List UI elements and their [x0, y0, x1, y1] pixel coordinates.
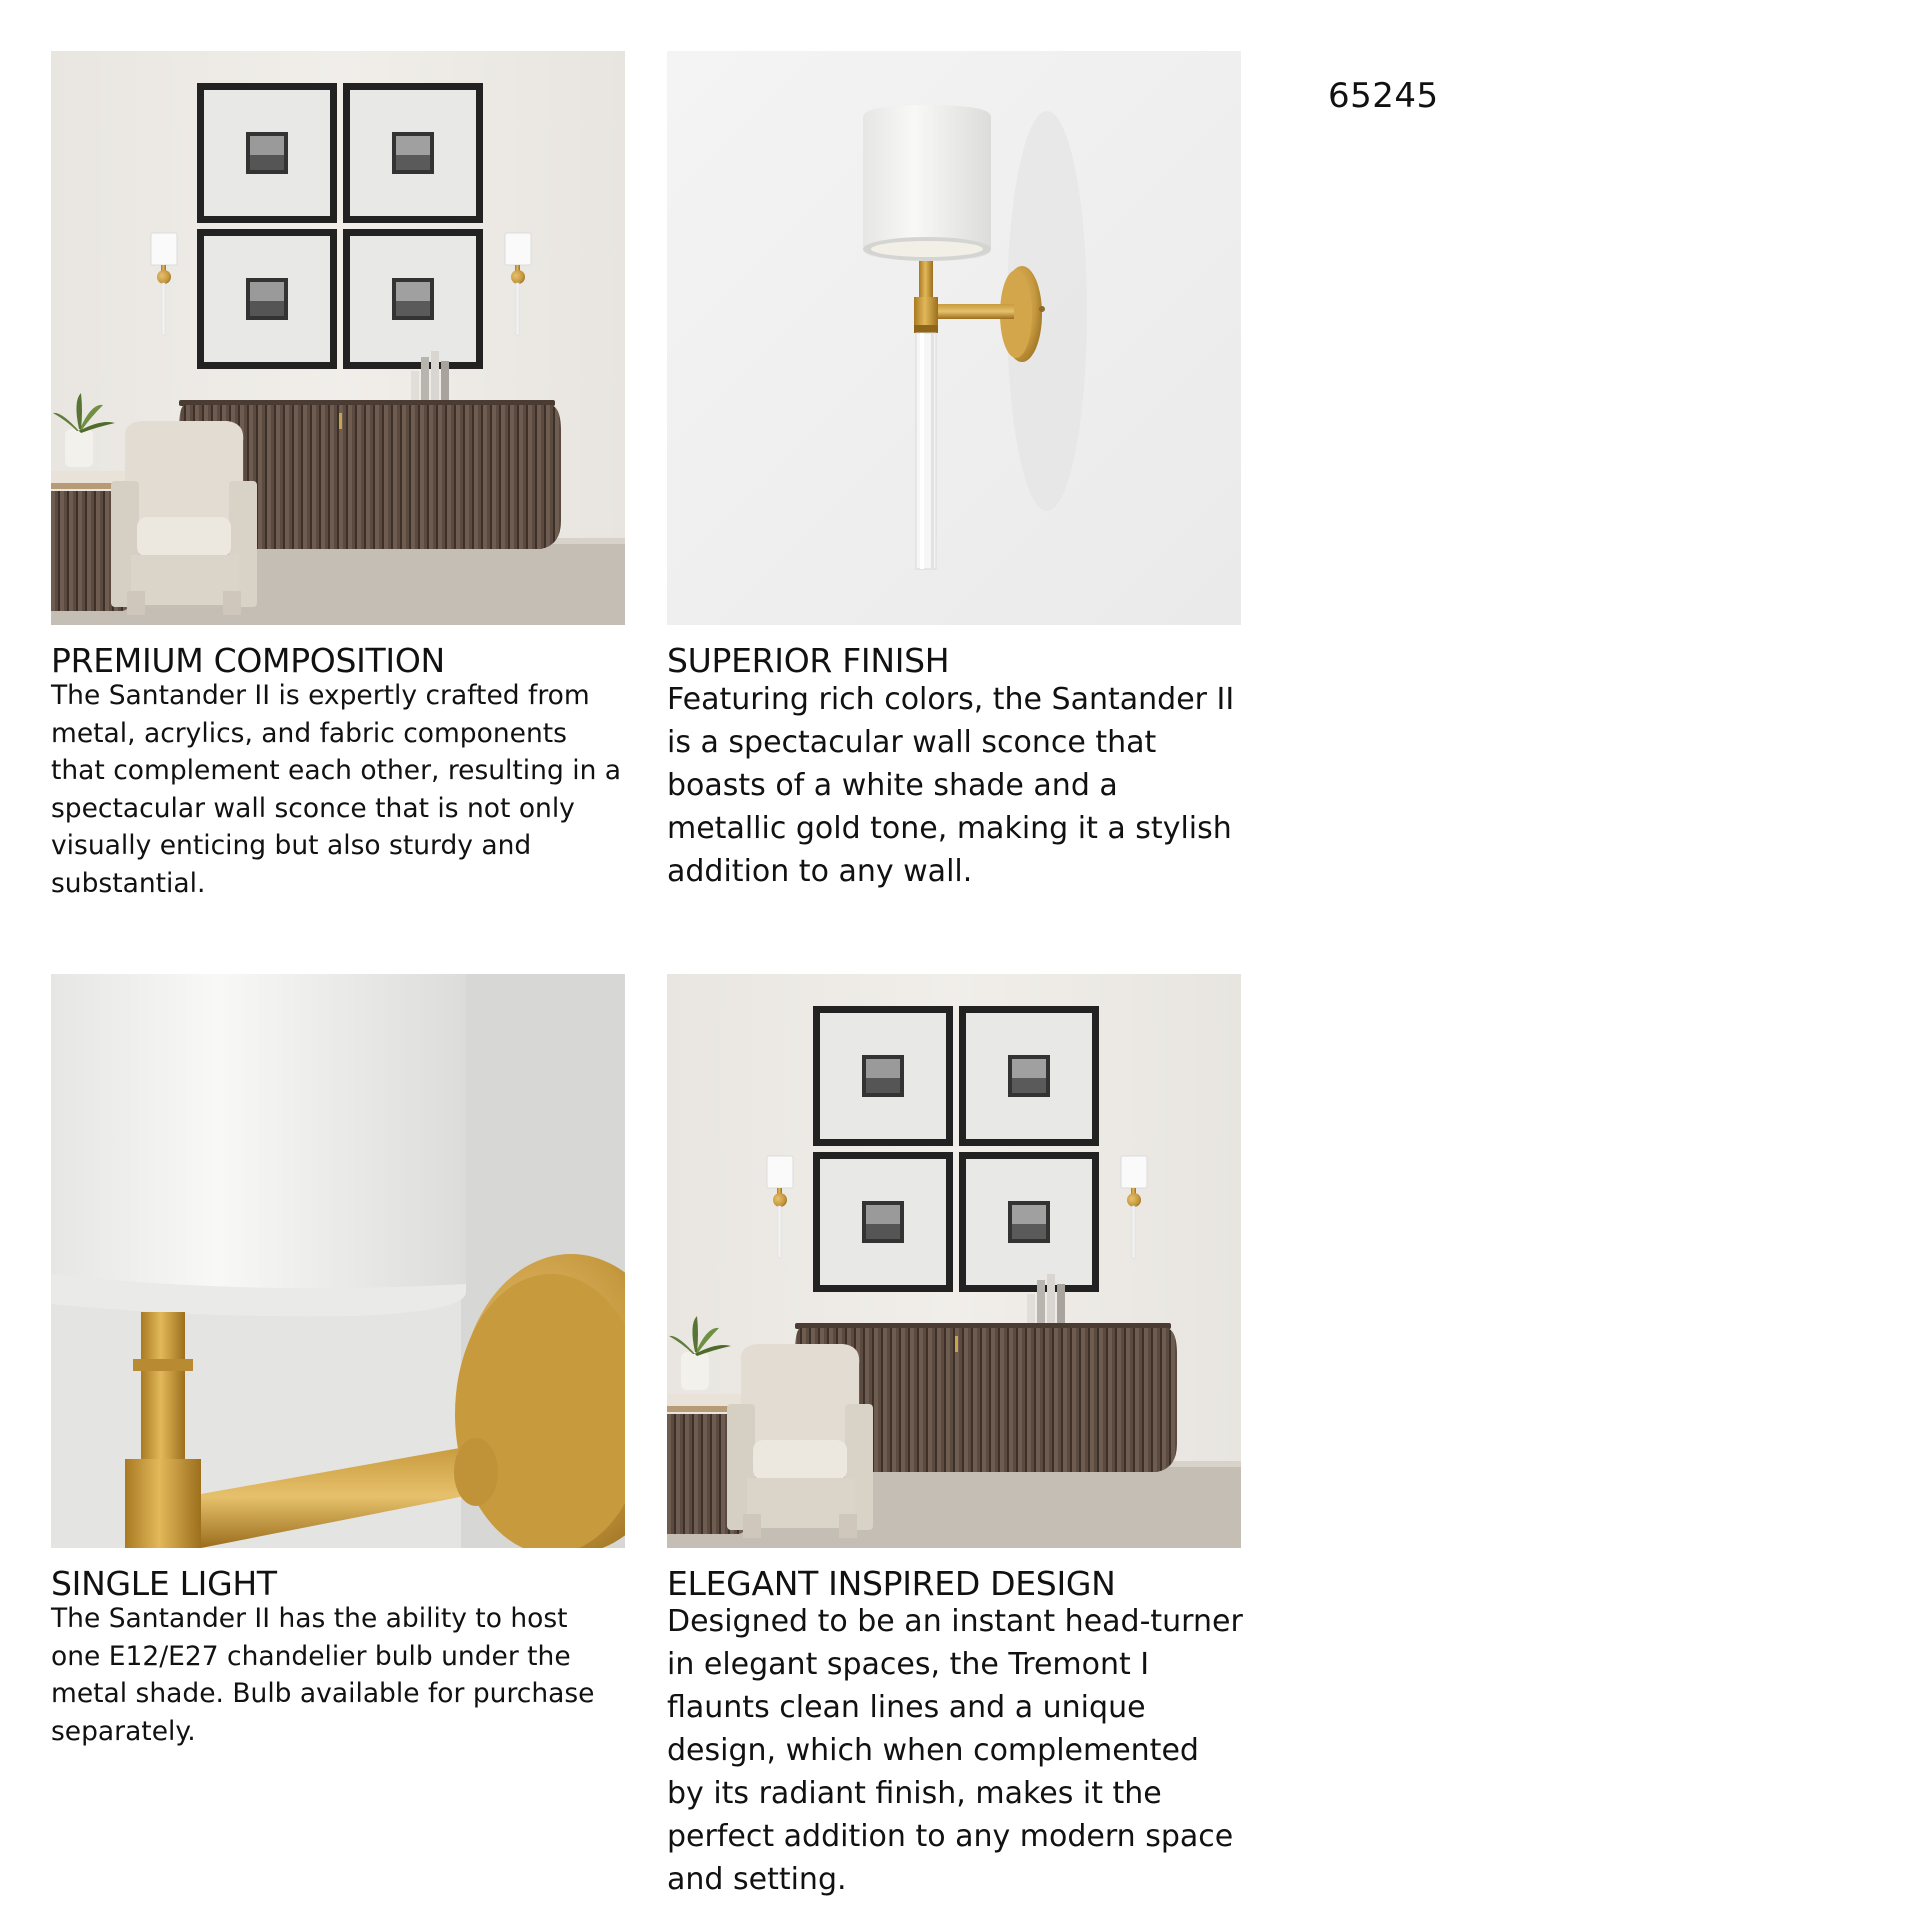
section-heading-elegant-inspired-design: ELEGANT INSPIRED DESIGN [667, 1564, 1116, 1603]
section-heading-superior-finish: SUPERIOR FINISH [667, 641, 950, 680]
section-body-elegant-inspired-design: Designed to be an instant head-turner in elegant spaces, the Tremont I flaunts clean lines and a unique design, which when complemented by its radiant finish, makes it the perfect addition to any modern space and setting. [667, 1604, 1243, 1897]
sconce-product-image [667, 51, 1241, 625]
shade-closeup-image [51, 974, 625, 1548]
section-body-superior-finish: Featuring rich colors, the Santander II is a spectacular wall sconce that boasts of a white shade and a metallic gold tone, making it a stylish addition to any wall. [667, 682, 1235, 889]
room-scene-image-2 [667, 974, 1241, 1548]
section-heading-premium-composition: PREMIUM COMPOSITION [51, 641, 445, 680]
section-heading-single-light: SINGLE LIGHT [51, 1564, 277, 1603]
section-body-single-light: The Santander II has the ability to host one E12/E27 chandelier bulb under the metal shade. Bulb available for purchase separately. [51, 1603, 595, 1747]
room-scene-image [51, 51, 625, 625]
product-sku: 65245 [1328, 76, 1439, 116]
section-body-premium-composition: The Santander II is expertly crafted from metal, acrylics, and fabric components that complement each other, resulting in a spectacular wall sconce that is not only visually enticing but also sturdy and substantial. [51, 680, 622, 899]
